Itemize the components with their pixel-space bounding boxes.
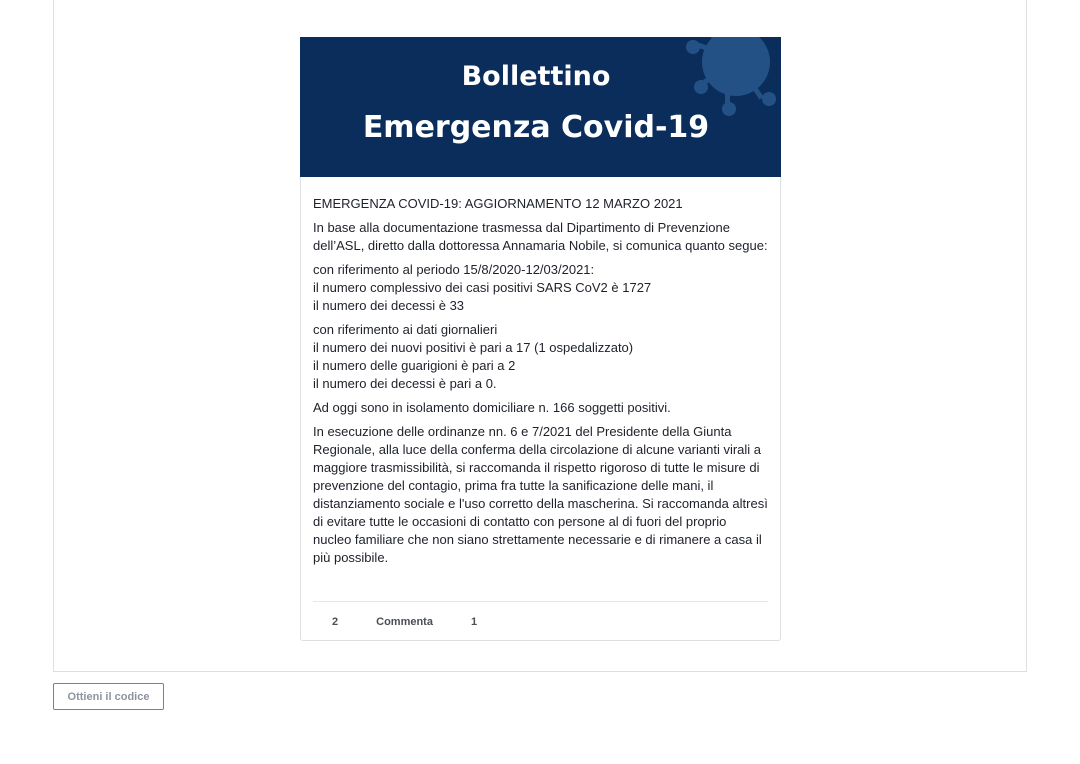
- period-cases-line: il numero complessivo dei casi positivi SARS CoV2 è 1727: [313, 280, 652, 295]
- daily-stats: [313, 321, 768, 393]
- period-deaths-line: il numero dei decessi è 33: [313, 298, 465, 313]
- banner-title-line1: Bollettino: [461, 61, 611, 92]
- recommendation-text: In esecuzione delle ordinanze nn. 6 e 7/2021 del Presidente della Giunta Regionale, alla luce della conferma della circolazione di alcune varianti virali a maggiore trasmissibilità, si raccomanda il rispetto rigoroso di tutte le misure di prevenzione del contagio, prima fra tutte la sanificazione delle mani, il distanziamento sociale e l'uso corretto della mascherina. Si raccomanda altresì di evitare tutte le occasioni di contatto con persone al di fuori del proprio nucleo familiare che non siano strettamente necessarie e di rimanere a casa il più possibile.: [313, 424, 768, 565]
- banner-title-line2: Emergenza Covid-19: [362, 110, 710, 145]
- daily-deaths-line: il numero dei decessi è pari a 0.: [313, 376, 497, 391]
- post-banner-image[interactable]: [300, 37, 781, 177]
- post-heading: EMERGENZA COVID-19: AGGIORNAMENTO 12 MARZO 2021: [313, 196, 683, 211]
- period-stats: [313, 261, 768, 315]
- isolation-text: Ad oggi sono in isolamento domiciliare n. 166 soggetti positivi.: [313, 400, 671, 415]
- daily-line: con riferimento ai dati giornalieri: [313, 322, 498, 337]
- facebook-post-card: [300, 37, 781, 641]
- shares-count[interactable]: 1: [470, 616, 478, 628]
- comment-button[interactable]: Commenta: [376, 616, 433, 628]
- virus-icon: [621, 37, 781, 177]
- daily-positives-line: il numero dei nuovi positivi è pari a 17 (1 ospedalizzato): [313, 340, 634, 355]
- likes-count[interactable]: 2: [332, 616, 339, 628]
- get-code-button[interactable]: Ottieni il codice: [53, 683, 164, 710]
- period-line: con riferimento al periodo 15/8/2020-12/03/2021:: [313, 262, 595, 277]
- post-intro: In base alla documentazione trasmessa dal Dipartimento di Prevenzione dell’ASL, diretto dalla dottoressa Annamaria Nobile, si comunica quanto segue:: [313, 220, 768, 253]
- post-actions-bar: [313, 601, 768, 642]
- daily-recoveries-line: il numero delle guarigioni è pari a 2: [313, 358, 516, 373]
- post-text: [301, 177, 780, 567]
